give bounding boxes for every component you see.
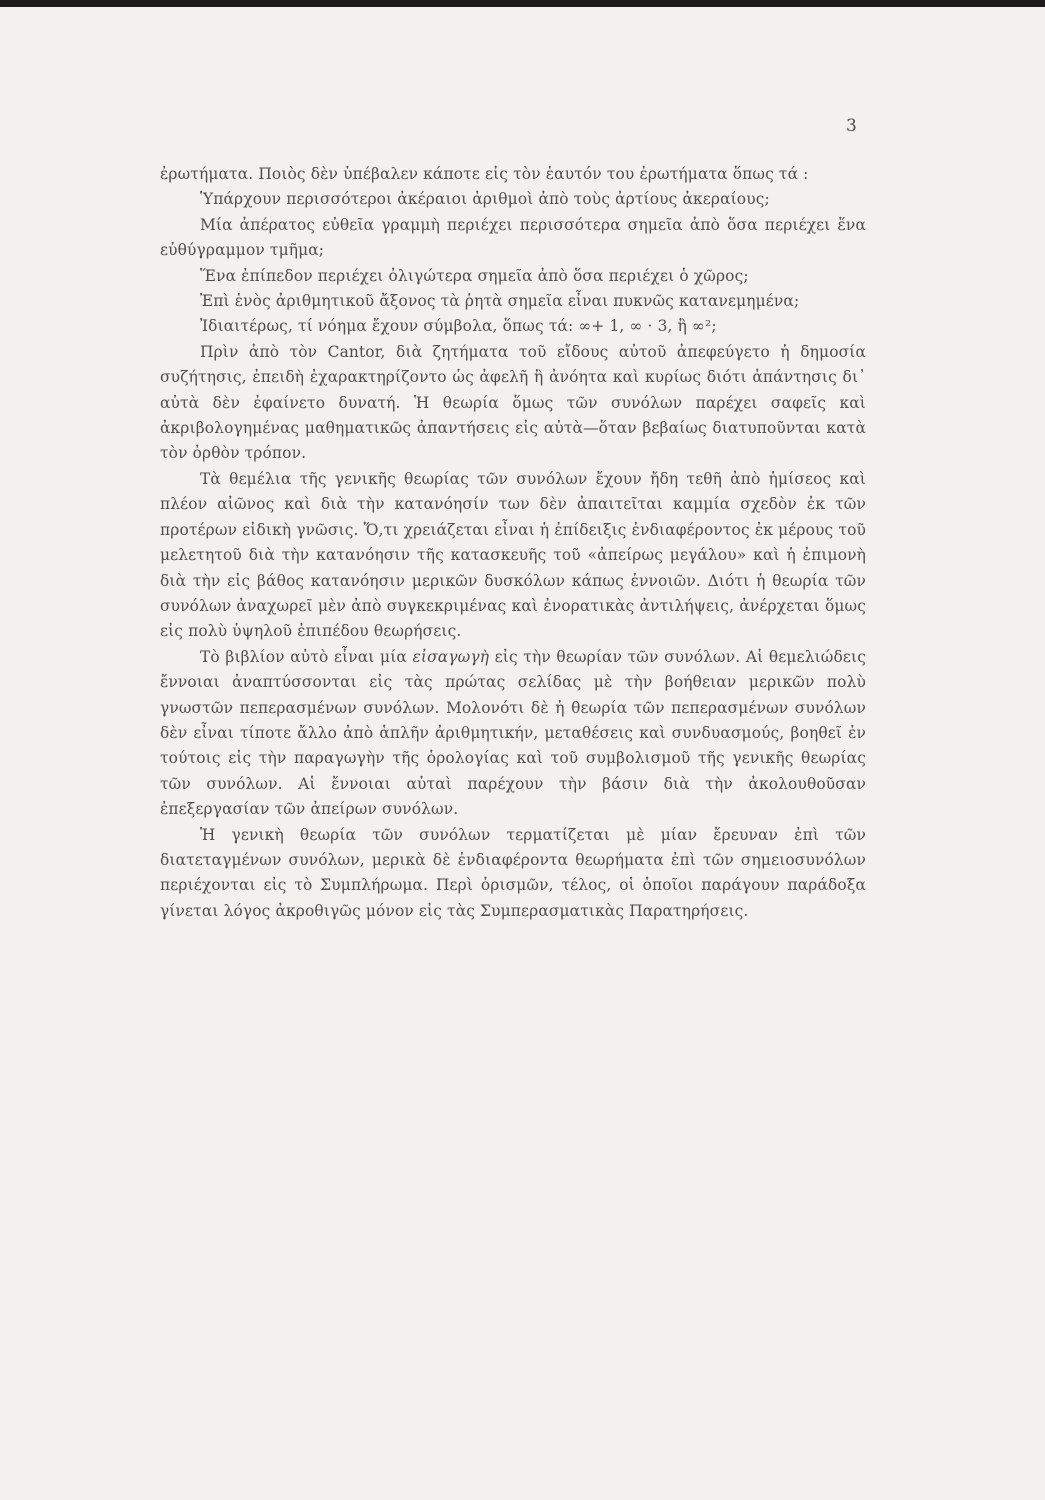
paragraph-7: Πρὶν ἀπὸ τὸν Cantor, διὰ ζητήματα τοῦ εἴδους αὐτοῦ ἀπεφεύγετο ἡ δημοσία συζήτησις, ἐπειδὴ ἐχαρακτηρίζοντο ὡς ἀφελῆ ἢ ἀνόητα καὶ κυρίως διότι ἀπάντησις δι᾽ αὐτὰ δὲν ἐφαίνετο δυνατή. Ἡ θεωρία ὅμως τῶν συνόλων παρέχει σαφεῖς καὶ ἀκριβολογημένας μαθηματικῶς ἀπαντήσεις εἰς αὐτὰ—ὅταν βεβαίως διατυποῦνται κατὰ τὸν ὀρθὸν τρόπον.	[160, 342, 866, 463]
paragraph-3: Μία ἀπέρατος εὐθεῖα γραμμὴ περιέχει περισσότερα σημεῖα ἀπὸ ὅσα περιέχει ἕνα εὐθύγραμμον τμῆμα;	[160, 215, 866, 260]
paragraph-9-after: εἰς τὴν θεωρίαν τῶν συνόλων. Αἱ θεμελιώδεις ἔννοιαι ἀναπτύσσονται εἰς τὰς πρώτας σελίδας μὲ τὴν βοήθειαν μερικῶν πολὺ γνωστῶν πεπερασμένων συνόλων. Μολονότι δὲ ἡ θεωρία τῶν πεπερασμένων συνόλων δὲν εἶναι τίποτε ἄλλο ἀπὸ ἁπλῆν ἀριθμητικήν, μεταθέσεις καὶ συνδυασμούς, βοηθεῖ ἐν τούτοις εἰς τὴν παραγωγὴν τῆς ὁρολογίας καὶ τοῦ συμβολισμοῦ τῆς γενικῆς θεωρίας τῶν συνόλων. Αἱ ἔννοιαι αὐταὶ παρέχουν τὴν βάσιν διὰ τὴν ἀκολουθοῦσαν ἐπεξεργασίαν τῶν ἀπείρων συνόλων.	[160, 647, 866, 819]
paragraph-2: Ὑπάρχουν περισσότεροι ἀκέραιοι ἀριθμοὶ ἀπὸ τοὺς ἀρτίους ἀκεραίους;	[200, 190, 770, 209]
paragraph-5: Ἐπὶ ἑνὸς ἀριθμητικοῦ ἄξονος τὰ ῥητὰ σημεῖα εἶναι πυκνῶς κατανεμημένα;	[200, 292, 800, 311]
paragraph-9	[160, 645, 866, 823]
paragraph-8: Τὰ θεμέλια τῆς γενικῆς θεωρίας τῶν συνόλων ἔχουν ἤδη τεθῆ ἀπὸ ἡμίσεος καὶ πλέον αἰῶνος καὶ διὰ τὴν κατανόησίν των δὲν ἀπαιτεῖται καμμία σχεδὸν ἐκ τῶν προτέρων εἰδικὴ γνῶσις. Ὅ,τι χρειάζεται εἶναι ἡ ἐπίδειξις ἐνδιαφέροντος ἐκ μέρους τοῦ μελετητοῦ διὰ τὴν κατανόησιν τῆς κατασκευῆς τοῦ «ἀπείρως μεγάλου» καὶ ἡ ἐπιμονὴ διὰ τὴν εἰς βάθος κατανόησιν μερικῶν δυσκόλων κάπως ἐννοιῶν. Διότι ἡ θεωρία τῶν συνόλων ἀναχωρεῖ μὲν ἀπὸ συγκεκριμένας καὶ ἐνορατικὰς ἀντιλήψεις, ἀνέρχεται ὅμως εἰς πολὺ ὑψηλοῦ ἐπιπέδου θεωρήσεις.	[160, 469, 866, 641]
paragraph-10: Ἡ γενικὴ θεωρία τῶν συνόλων τερματίζεται μὲ μίαν ἔρευναν ἐπὶ τῶν διατεταγμένων συνόλων, μερικὰ δὲ ἐνδιαφέροντα θεωρήματα ἐπὶ τῶν σημειοσυνόλων περιέχονται εἰς τὸ Συμπλήρωμα. Περὶ ὁρισμῶν, τέλος, οἱ ὁποῖοι παράγουν παράδοξα γίνεται λόγος ἀκροθιγῶς μόνον εἰς τὰς Συμπερασματικὰς Παρατηρήσεις.	[160, 825, 866, 920]
scan-top-edge	[0, 0, 1045, 7]
paragraph-4: Ἕνα ἐπίπεδον περιέχει ὀλιγώτερα σημεῖα ἀπὸ ὅσα περιέχει ὁ χῶρος;	[200, 266, 749, 285]
page-number: 3	[846, 116, 857, 136]
paragraph-9-before: Τὸ βιβλίον αὐτὸ εἶναι μία	[200, 647, 413, 666]
body-text	[160, 162, 866, 924]
emphasis-introduction: εἰσαγωγὴ	[412, 647, 490, 666]
paragraph-6: Ἰδιαιτέρως, τί νόημα ἔχουν σύμβολα, ὅπως τά: ∞+ 1, ∞ · 3, ἢ ∞²;	[200, 317, 717, 336]
paragraph-1: ἐρωτήματα. Ποιὸς δὲν ὑπέβαλεν κάποτε εἰς τὸν ἑαυτόν του ἐρωτήματα ὅπως τά :	[160, 165, 809, 183]
